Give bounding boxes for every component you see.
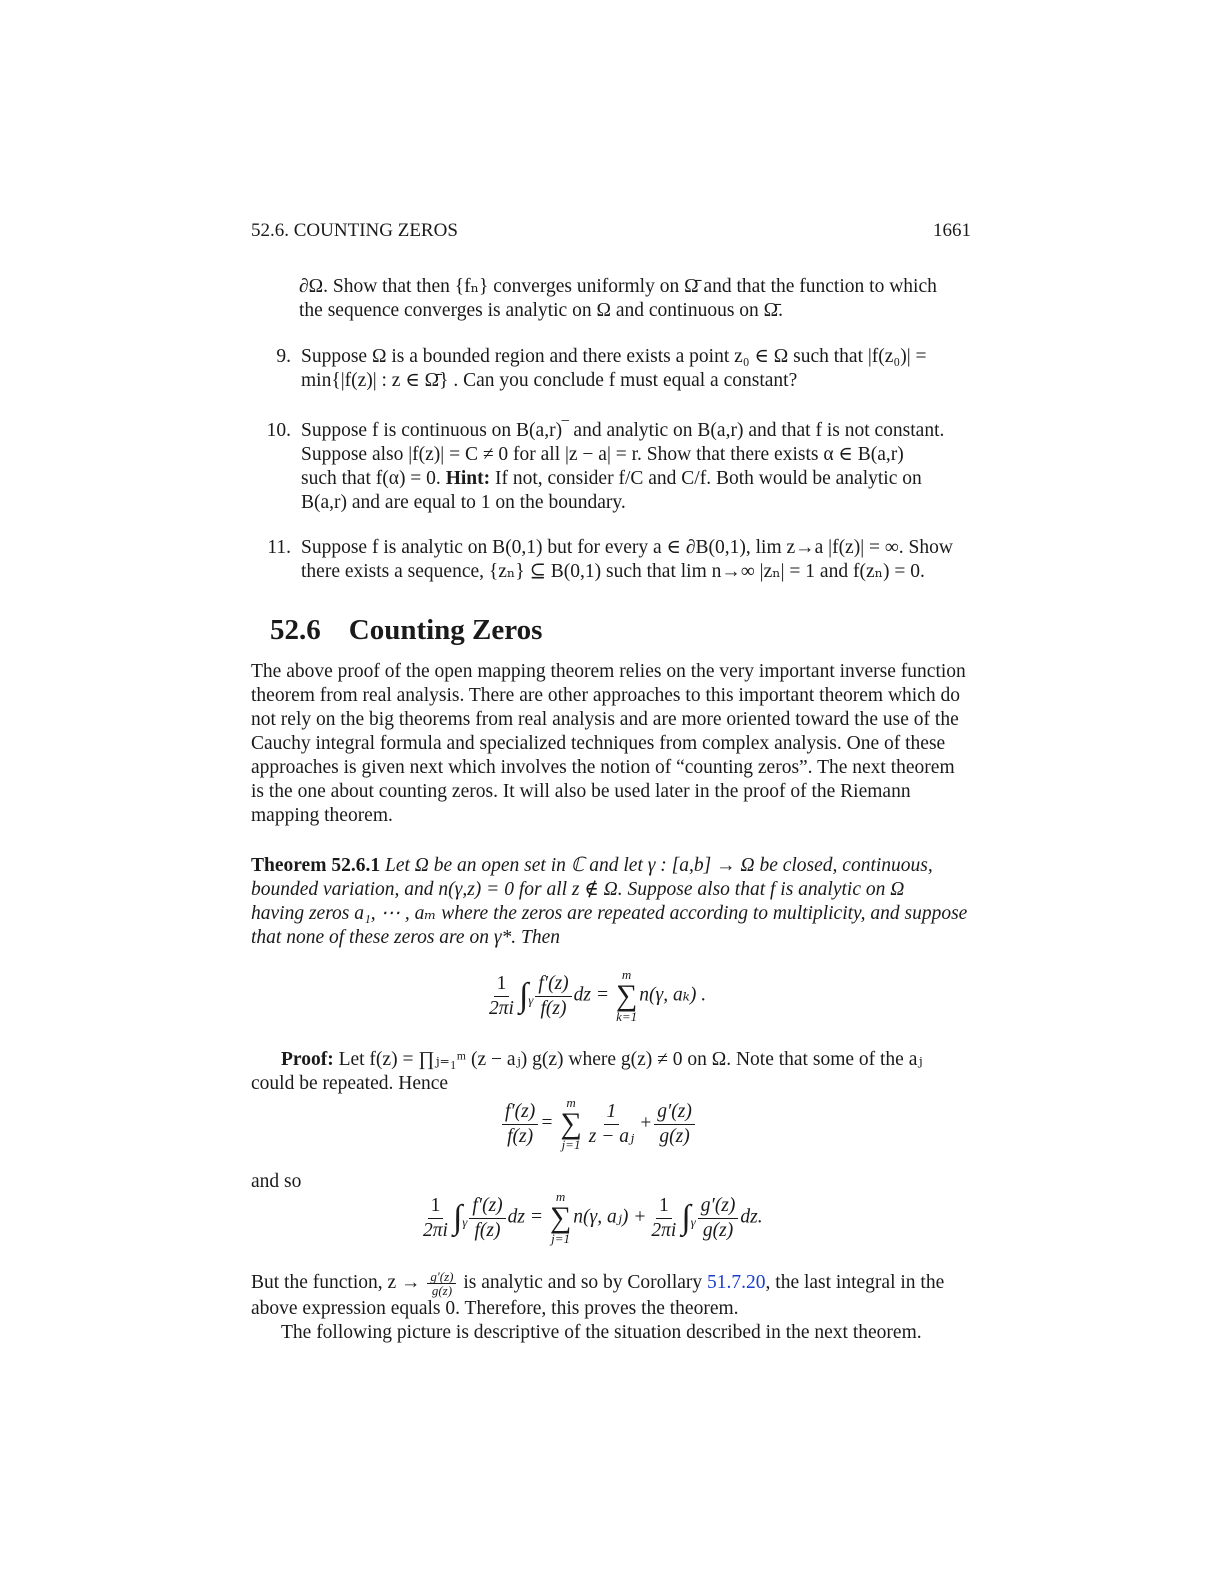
- theorem-line: bounded variation, and n(γ,z) = 0 for all z ∉ Ω. Suppose also that f is analytic on Ω: [251, 879, 905, 900]
- problem-line: Suppose also |f(z)| = C ≠ 0 for all |z − a| = r. Show that there exists α ∈ B(a,r): [301, 444, 904, 465]
- paragraph-line: theorem from real analysis. There are other approaches to this important theorem which do: [251, 685, 960, 706]
- sum-sign: m ∑ j=1: [560, 1095, 582, 1152]
- section-number: 52.6: [270, 614, 321, 646]
- integral-sign: ∫: [681, 1199, 691, 1236]
- problem-number: 11.: [267, 537, 291, 558]
- paragraph-line: The above proof of the open mapping theorem relies on the very important inverse function: [251, 661, 966, 682]
- problem-number: 10.: [266, 420, 291, 441]
- problem-continuation: [299, 275, 972, 323]
- closing-line: The following picture is descriptive of the situation described in the next theorem.: [281, 1322, 922, 1343]
- closing-line: But the function, z → $\frac{g'(z)}{g(z)}$ is analytic and so by Corollary 51.7.20, the last integral in the: [251, 1269, 945, 1298]
- header-section: 52.6. COUNTING ZEROS: [251, 220, 458, 241]
- problem-number: 9.: [276, 346, 291, 367]
- paragraph-line: mapping theorem.: [251, 805, 393, 826]
- corollary-link[interactable]: 51.7.20: [707, 1271, 766, 1293]
- equation-integral-expansion: $\frac{1}{2\pi i}$ $\int_\gamma$ $\frac{f'(z)}{f(z)}$ dz = m ∑ j=1 n(γ, aⱼ) + $\frac{1}{2\pi i}$ $\int_\gamma$ $\frac{g'(z)}{g(z)}$ dz.: [423, 1189, 763, 1246]
- sum-sign: m ∑ k=1: [615, 967, 638, 1024]
- paragraph-line: approaches is given next which involves the notion of “counting zeros”. The next theorem: [251, 757, 955, 778]
- integral-sign: ∫: [452, 1199, 463, 1236]
- problem-line: there exists a sequence, {zₙ} ⊆ B(0,1) such that lim n→∞ |zₙ| = 1 and f(zₙ) = 0.: [301, 561, 925, 582]
- paragraph-line: not rely on the big theorems from real analysis and are more oriented toward the use of the: [251, 709, 959, 730]
- section-heading: [270, 614, 542, 647]
- equation-counting-zeros: $\frac{1}{2\pi i}$ $\int_\gamma$ $\frac{f'(z)}{f(z)}$ dz = m ∑ k=1 n(γ, aₖ) .: [489, 967, 707, 1024]
- theorem-block: [251, 854, 972, 950]
- closing-paragraph: [251, 1270, 972, 1345]
- running-header: [251, 220, 971, 242]
- problem-line: B(a,r) and are equal to 1 on the boundary.: [301, 492, 626, 513]
- proof-line: Proof: Let f(z) = ∏ⱼ₌₁ᵐ (z − aⱼ) g(z) where g(z) ≠ 0 on Ω. Note that some of the aⱼ: [281, 1049, 923, 1070]
- theorem-line: that none of these zeros are on γ*. Then: [251, 927, 561, 948]
- theorem-label: Theorem 52.6.1: [251, 855, 381, 876]
- paragraph-line: is the one about counting zeros. It will also be used later in the proof of the Riemann: [251, 781, 911, 802]
- problem-line: Suppose Ω is a bounded region and there exists a point z₀ ∈ Ω such that |f(z₀)| =: [301, 346, 927, 367]
- problem-cont-line-2: the sequence converges is analytic on Ω and continuous on Ω̄.: [299, 300, 784, 321]
- closing-line: above expression equals 0. Therefore, this proves the theorem.: [251, 1298, 739, 1319]
- theorem-line: having zeros a₁, ⋯ , aₘ where the zeros are repeated according to multiplicity, and suppose: [251, 903, 968, 924]
- section-title: Counting Zeros: [348, 614, 543, 646]
- paragraph-line: Cauchy integral formula and specialized techniques from complex analysis. One of these: [251, 733, 946, 754]
- problem-cont-line-1: ∂Ω. Show that then {fₙ} converges uniformly on Ω̄ and that the function to which: [299, 276, 937, 297]
- proof-label: Proof:: [281, 1049, 334, 1070]
- problem-line: such that f(α) = 0. Hint: If not, consider f/C and C/f. Both would be analytic on: [301, 468, 922, 489]
- intro-paragraph: [251, 660, 972, 828]
- proof-line: could be repeated. Hence: [251, 1073, 449, 1094]
- problem-line: Suppose f is analytic on B(0,1) but for every a ∈ ∂B(0,1), lim z→a |f(z)| = ∞. Show: [301, 537, 953, 558]
- integral-sign: ∫: [518, 977, 529, 1014]
- equation-log-derivative: $\frac{f'(z)}{f(z)}$ = m ∑ j=1 $\frac{1}{\text{z − aⱼ}}$ + $\frac{g'(z)}{g(z)}$: [500, 1096, 697, 1152]
- hint-label: Hint:: [445, 468, 491, 489]
- problem-line: min{|f(z)| : z ∈ Ω̄} . Can you conclude f must equal a constant?: [301, 370, 798, 391]
- theorem-line: Theorem 52.6.1 Let Ω be an open set in ℂ and let γ : [a,b] → Ω be closed, continuous,: [251, 855, 933, 876]
- and-so-text: and so: [251, 1171, 302, 1192]
- proof-paragraph: [251, 1048, 972, 1096]
- page-number: 1661: [933, 220, 971, 241]
- sum-sign: m ∑ j=1: [549, 1189, 572, 1246]
- problem-line: Suppose f is continuous on B(a,r)‾ and analytic on B(a,r) and that f is not constant.: [301, 420, 945, 441]
